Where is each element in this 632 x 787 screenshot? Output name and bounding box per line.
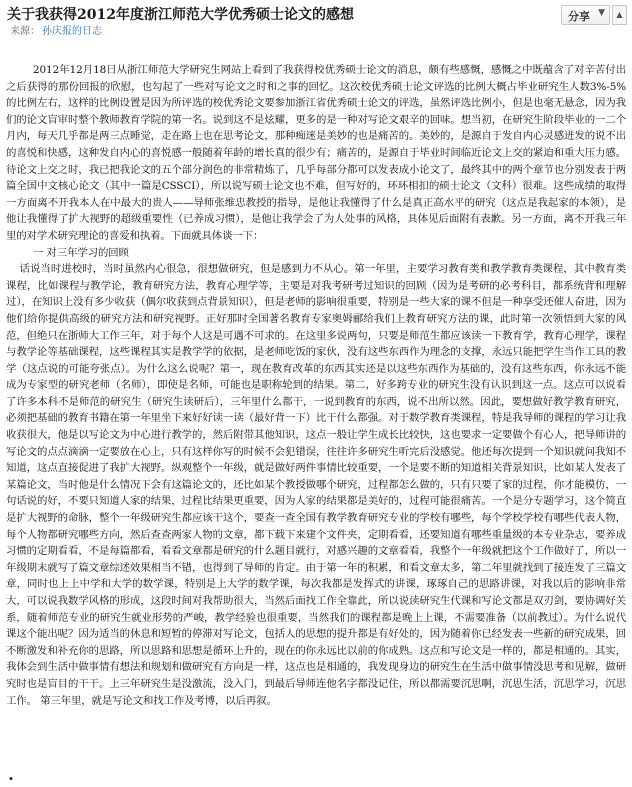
section-heading: 一 对三年学习的回顾 bbox=[33, 246, 129, 259]
end-marker: • bbox=[8, 774, 14, 785]
chevron-down-icon: ▼ bbox=[598, 8, 605, 18]
title-bar bbox=[0, 0, 632, 36]
article-title: 关于我获得2012年度浙江师范大学优秀硕士论文的感想 bbox=[7, 7, 354, 23]
source-link[interactable]: 孙庆报的日志 bbox=[42, 26, 102, 37]
section-paragraph: 话说当时进校时，当时虽然内心很急，很想做研究，但是感到力不从心。第一年里，主要学习教育类和教学教育类课程，其中教育类课程，比如课程与教学论，教育研究方法，教育心理学等，主要是对我考研考过知识的回顾（因为是考研的必考科目，都系统背和理解过），在知识上没有多少收获（偶尔收获到点背景知识），但是老师的影响很重要，特别是一些大家的课不但是一种享受还催人奋进，因为他们给你提供高级的研究方法和研究视野。正好那时全国著名教育专家奥姆郦给我们上教育研究方法的课，此时第一次领悟到大家的风范，但绝只在浙师大工作三年，对于每个人这是可遇不可求的。在这里多说两句，只要是师范生都应该读一下教育学，教育心理学，课程与教学论等基础课程，这些课程其实是教学学的依据，是老师吃饭的家伙，没有这些东西作为理念的支撑，永远只能把学生当作工具的教学（这点说的可能夸张点）。为什么这么说呢？第一，现在教育改革的东西其实还是以这些东西作为基础的，没有这些东西，你永远不能成为专家型的研究老师（名师），即使是名师，可能也是职称轮到的结果。第二，好多跨专业的研究生没有认识到这一点。这点可以说看了许多本科不是师范的研究生（研究生读研后），三年里什么都干，一说到教育的东西，说不出所以然。因此，要想做好教学教育研究，必须把基础的教育书籍在第一年里坐下来好好读一读（最好背一下）比干什么都强。对于数学教育类课程，特是我导师的课程的学习让我收获很大，他是以写论文为中心进行教学的，然后附带其他知识，这点一般让学生成长比较快，这也要求一定要做个有心人，把导师讲的写论文的点点滴滴一定要放在心上，只有这样你写的时候不会犯错误，往往许多研究生听完后没感觉。他还每次提到一个知识就问我知不知道，这点直接促进了我扩大视野。纵观整个一年级，就是做好两件事情比较重要，一个是要不断的知道相关背景知识，比如某人发表了某篇论文，当时他是什么情况下会有这篇论文的，还比如某个教授做哪个研究，过程都怎么做的，只有只要了家的过程，你才能模仿，一句话说的好，不要只知道人家的结果，过程比结果更重要，因为人家的结果都是美好的，过程可能很痛苦。一个是分专题学习，这个简直是扩大视野的命脉，整个一年级研究生都应该干这个，要查一查全国有教学教育研究专业的学校有哪些，每个学校学校有哪些代表人物，每个人物都研究哪些方向，然后查查两家人物的文章，都下载下来建个文件夹，定期看看，还要知道有哪些重量级的本专业杂志，要养成习惯的定期看看，不是每篇都看，看看文章都是研究的什么题目就行，对感兴趣的文章看看，我整个一年级就把这个工作做好了，所以一年级期末就写了篇文章综述效果相当不错，也得到了导师的肯定。由于第一年的积累，和看文章太多，第二年里就找到了接连发了三篇文章，同时也上上中学和大学的数学课，特别是上大学的数学课，每次我都是发挥式的讲课，琢琢自己的思路讲课，对我以后的影响非常大，可以说我数学风格的形成，这段时间对我帮助很大，当然后面找工作全靠此，所以说读研究生代课和写论文都是双刃剑，要协调好关系，随着师范专业的研究生就业形势的严峻，教学经验也很重要，当然我们的课程都是晚上上课，不需要准备（以前教过）。为什么说代课这个能出呢？因为适当的休息和短暂的停滞对写论文，包括人的思想的提升都是有好处的，因为随着你已经发表一些新的研究成果，回不断激发和补充你的思路，所以思路和思想是循环上升的，现在的你永远比以前的你成熟。这点和写论文是一样的，都是相通的。其实，我体会到生活中做事情有想法和规划和做研究有方向是一样，这点也是相通的，我发现身边的研究生在生活中做事情没思考和见解，做研究时也是盲目的干干。上三年研究生是没激流，没入门，到最后导师连他名字都没记住，所以都需要沉思啊，沉思生活，沉思学习，沉思工作。 第三年里，就是写论文和找工作及考博，以后再叙。 bbox=[6, 263, 626, 707]
scroll-up-icon[interactable]: ▲ bbox=[612, 5, 627, 25]
source-label: 来源： bbox=[10, 26, 40, 37]
share-button[interactable] bbox=[561, 5, 610, 25]
share-label: 分享 bbox=[568, 10, 590, 23]
source-line bbox=[10, 22, 102, 37]
article-body bbox=[6, 62, 626, 709]
intro-paragraph: 2012年12月18日从浙江师范大学研究生网站上看到了我获得校优秀硕士论文的消息，颇有些感慨，感慨之中既蕴含了对辛苦付出之后获得的那份回报的欣慰，也勾起了一些对写论文之时和之事的回忆。这次校优秀硕士论文评选的比例大概占毕业研究生人数3%-5%的比例左右，这样的比例设置是因为所评选的校优秀论文要参加浙江省优秀硕士论文的评选，虽然评选比例小，但是也毫无悬念，因为我们的论文盲审时整个教师教育学院的第一名。说到这不是炫耀，更多的是一种对写论文艰辛的回味。想当初，在研究生阶段毕业的一二个月内，每天几乎都是两三点睡觉，走在路上也在思考论文，那种痴迷是美妙的也是痛苦的。美妙的，是源自于发自内心灵感迸发的说不出的喜悦和快感，这种发自内心的喜悦感一般随着年龄的增长真的很少有；痛苦的，是源自于毕业时间临近论文上交的紧迫和重大压力感。待论文上交之时，我已把我论文的五个部分润色的非常精炼了，几乎每部分都可以发表成小论文了，最终其中的两个章节也分别发表于两篇全国中文核心论文（其中一篇是CSSCI），所以说写硕士论文也不难，但写好的，环环相扣的硕士论文（文科）很难。这些成绩的取得一方面离不开我本人在中最大的贵人——导师张维忠教授的指导，是他让我懂得了什么是真正高水平的研究（这点是我起家的本领），是他让我懂得了扩大视野的超级重要性（已养成习惯），是他让我学会了为人处事的风格，具体见后面附有表歉。另一方面，离不开我三年里的对学术研究理论的喜爱和执着。下面就具体谈一下： bbox=[6, 64, 626, 242]
